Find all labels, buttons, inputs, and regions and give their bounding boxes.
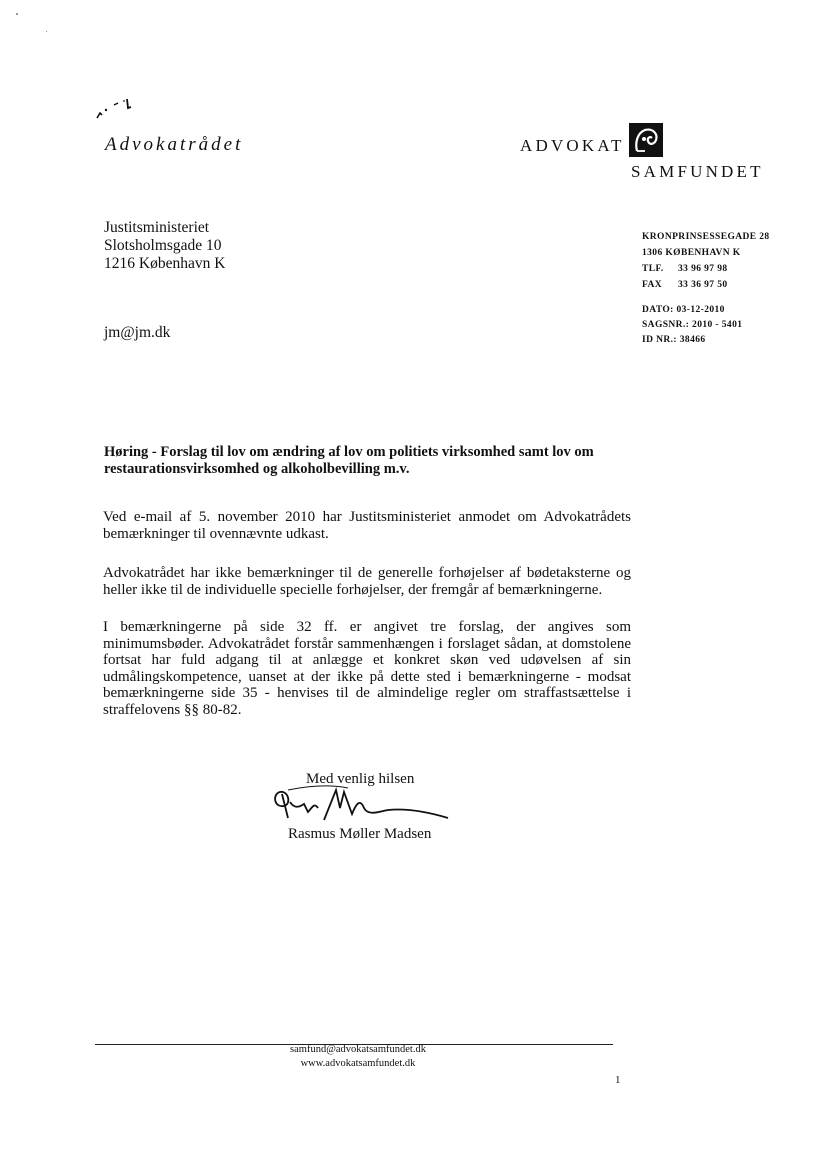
recipient-name: Justitsministeriet: [104, 219, 210, 236]
org-emblem-icon: [629, 123, 663, 157]
scan-speck: [46, 31, 47, 32]
letter-date: DATO: 03-12-2010: [642, 305, 725, 315]
signer-name: Rasmus Møller Madsen: [288, 826, 432, 842]
body-paragraph-2: Advokatrådet har ikke bemærkninger til de generelle forhøjelser af bødetaksterne og heller ikke til de individuelle specielle forhøjelser, der fremgår af bemærkningerne.: [103, 565, 631, 598]
scan-speck: [16, 13, 18, 15]
fax-number: 33 36 97 50: [678, 280, 728, 290]
org-logo-word-samfundet: SAMFUNDET: [631, 162, 764, 181]
org-logo-word-advokat: ADVOKAT: [520, 136, 625, 155]
handwritten-signature: [268, 778, 454, 830]
footer-email-link[interactable]: samfund@advokatsamfundet.dk: [290, 1044, 426, 1055]
sender-address-block: [642, 229, 770, 293]
page-number: 1: [615, 1074, 621, 1086]
sender-phone-row: [642, 261, 770, 277]
body-paragraph-3: I bemærkningerne på side 32 ff. er angivet tre forslag, der angives som minimumsbøder. Advokatrådet forstår sammenhængen i forslaget sådan, at domstolene fortsat har fuld adgang til at anlægge et konkret skøn ved udøvelsen af sin udmålingskompetence, uanset at der ikke på dette sted i bemærkningerne - modsat bemærkningerne side 35 - henvises til de almindelige regler om straffastsættelse i straffelovens §§ 80-82.: [103, 619, 631, 718]
sender-fax-row: [642, 277, 770, 293]
case-number: SAGSNR.: 2010 - 5401: [642, 320, 743, 330]
body-paragraph-1: Ved e-mail af 5. november 2010 har Justitsministeriet anmodet om Advokatrådets bemærkninger til ovennævnte udkast.: [103, 509, 631, 542]
sender-city: 1306 KØBENHAVN K: [642, 248, 741, 258]
id-number: ID NR.: 38466: [642, 335, 706, 345]
footer-website-link[interactable]: www.advokatsamfundet.dk: [300, 1058, 416, 1069]
phone-number: 33 96 97 98: [678, 264, 728, 274]
sender-street: KRONPRINSESSEGADE 28: [642, 232, 770, 242]
recipient-street: Slotsholmsgade 10: [104, 237, 222, 254]
advokatraadet-title: Advokatrådet: [105, 134, 244, 155]
advokatraadet-logo-mark: [94, 96, 140, 124]
reference-block: [642, 303, 742, 348]
phone-label: TLF.: [642, 264, 664, 274]
recipient-email: jm@jm.dk: [104, 324, 171, 341]
letter-subject: Høring - Forslag til lov om ændring af lov om politiets virksomhed samt lov om restaurationsvirksomhed og alkoholbevilling m.v.: [104, 444, 594, 477]
closing-salutation: Med venlig hilsen: [306, 771, 415, 787]
recipient-city: 1216 København K: [104, 255, 226, 272]
recipient-address: [104, 219, 225, 273]
fax-label: FAX: [642, 280, 663, 290]
